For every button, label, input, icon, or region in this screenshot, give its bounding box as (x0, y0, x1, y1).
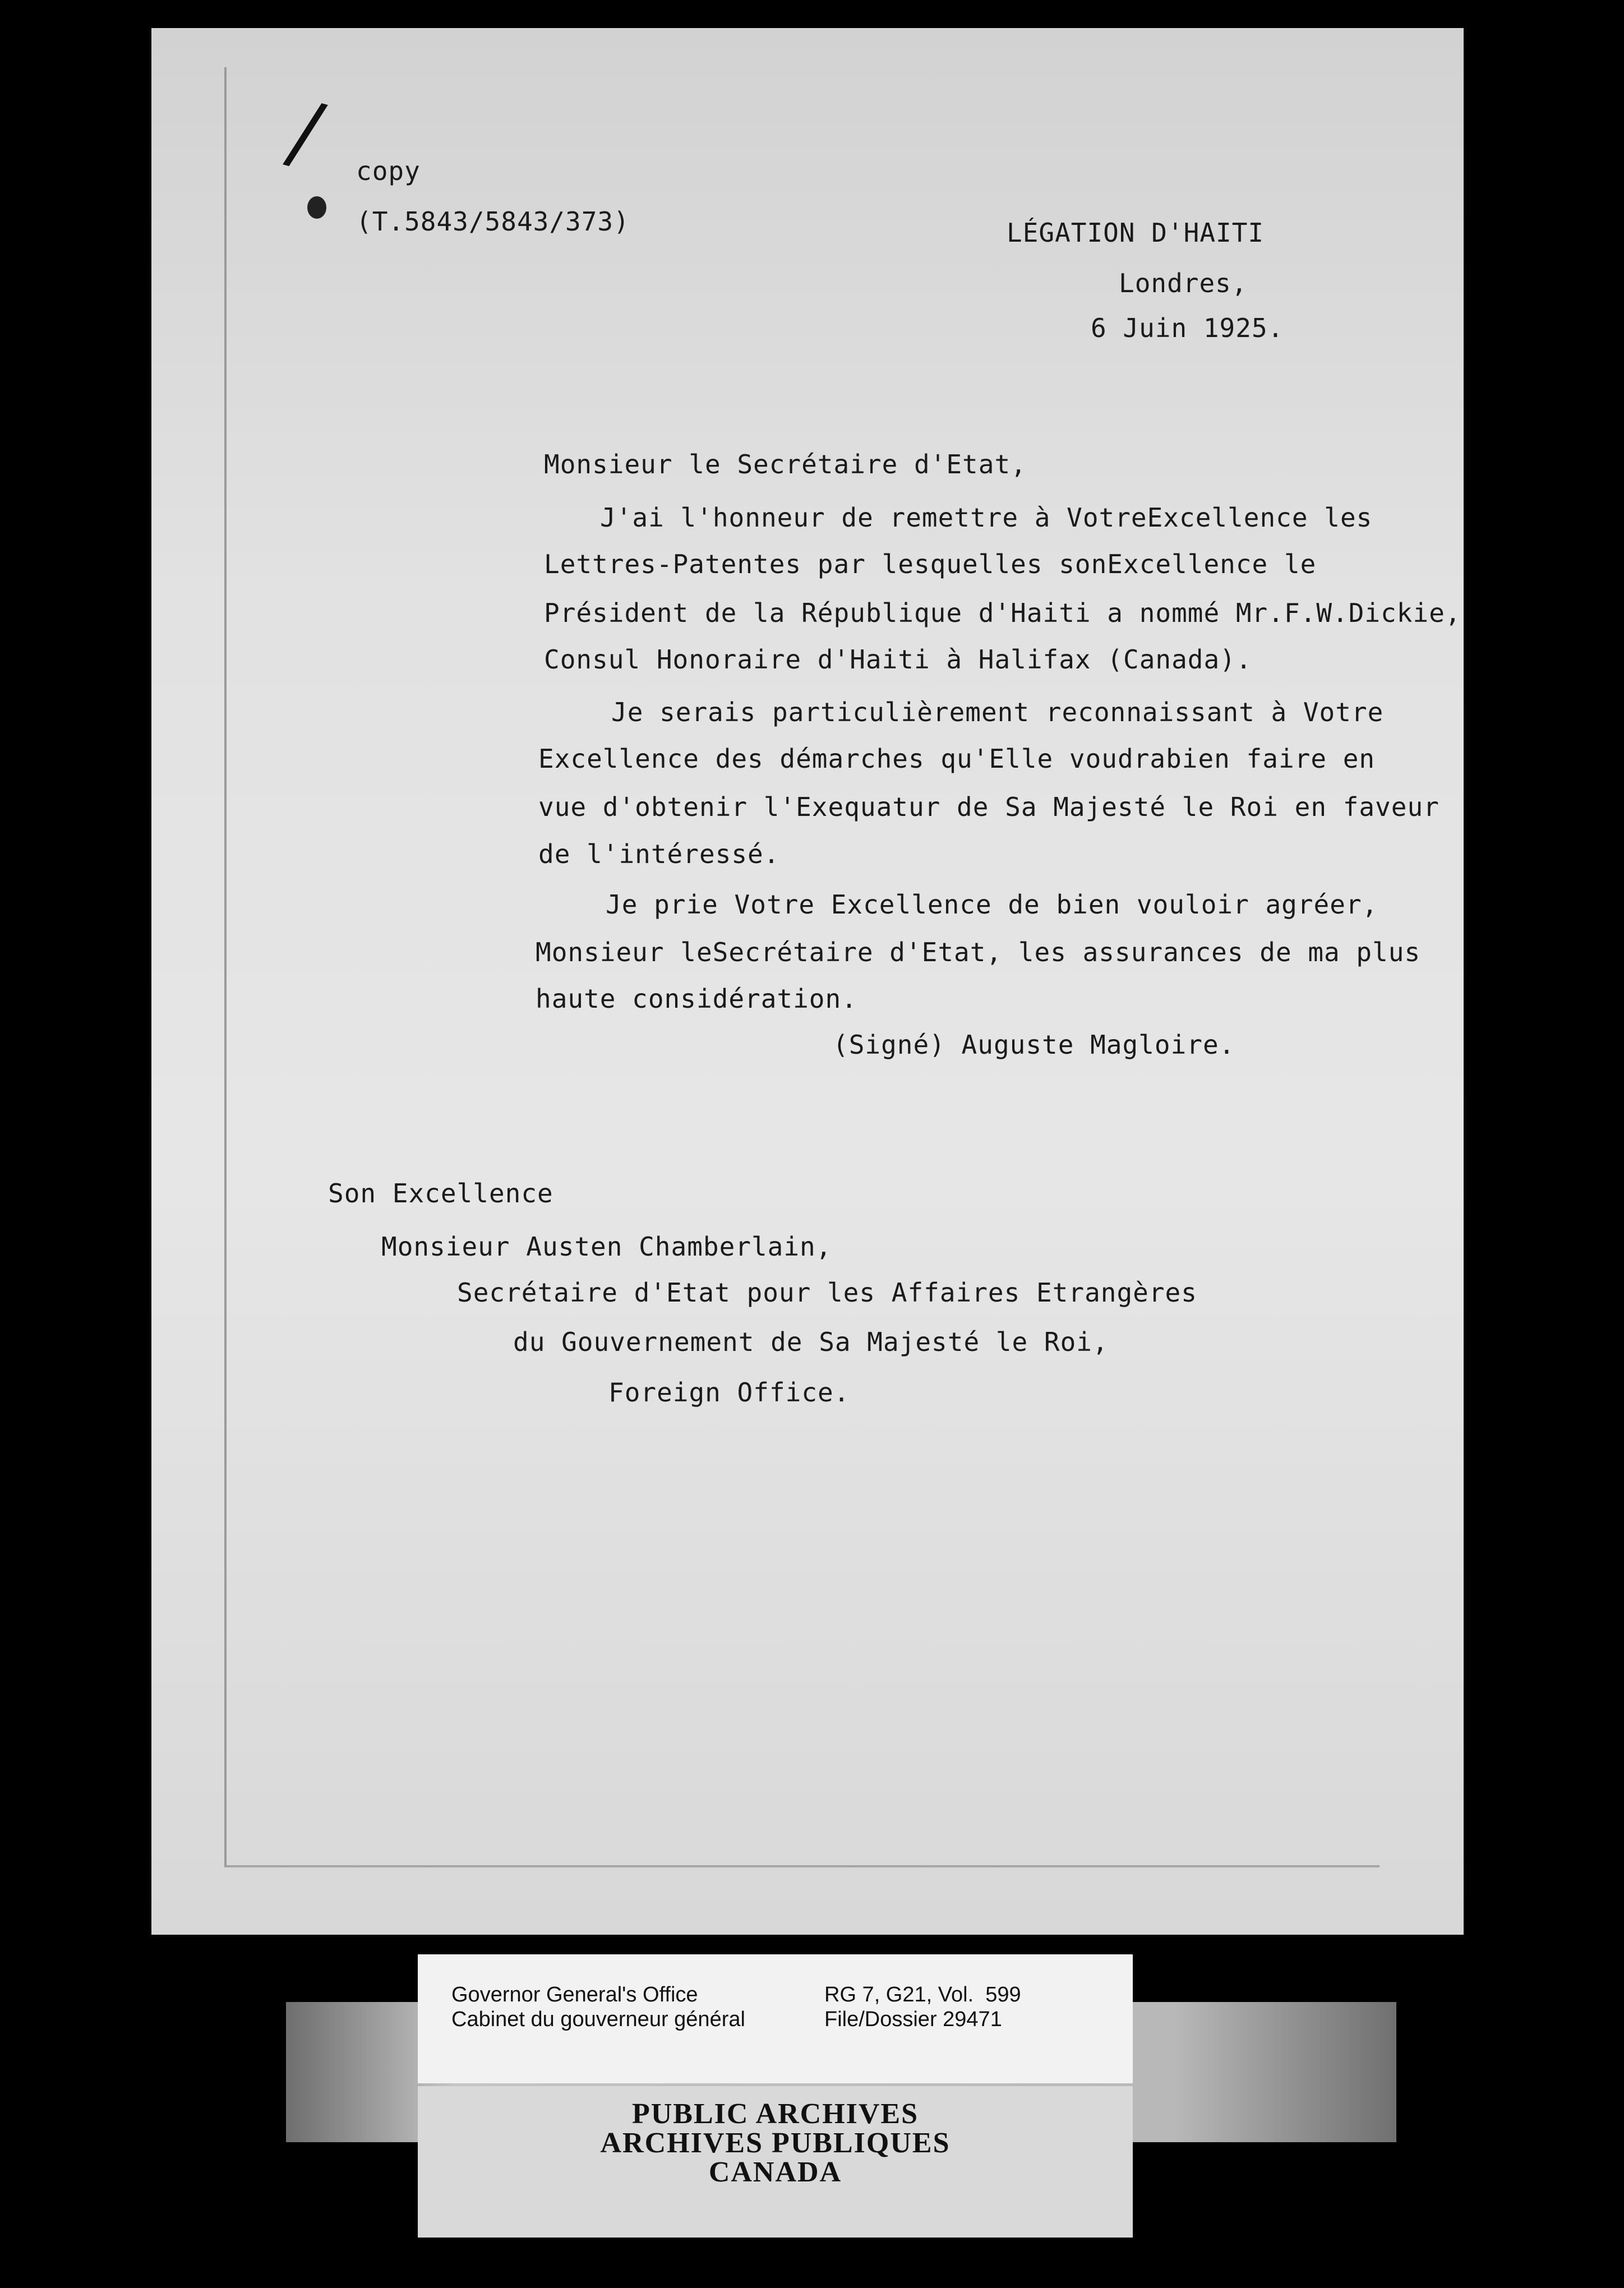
stamp-line-2: ARCHIVES PUBLIQUES (600, 2127, 951, 2159)
hole-punch-icon (307, 196, 326, 219)
text-line: Je serais particulièrement reconnaissant à Votre (611, 697, 1384, 727)
text-line: Président de la République d'Haiti a nommé Mr.F.W.Dickie, (544, 598, 1461, 628)
text-line: de l'intéressé. (538, 839, 780, 869)
text-line: J'ai l'honneur de remettre à VotreExcellence les (600, 502, 1373, 533)
signature: (Signé) Auguste Magloire. (833, 1030, 1235, 1060)
text-line: haute considération. (536, 984, 857, 1014)
text-line: vue d'obtenir l'Exequatur de Sa Majesté le Roi en faveur (538, 792, 1440, 822)
text-line: Consul Honoraire d'Haiti à Halifax (Canada). (544, 644, 1252, 675)
text-line: Excellence des démarches qu'Elle voudrabien faire en (538, 744, 1376, 774)
addressee-line: Secrétaire d'Etat pour les Affaires Etrangères (457, 1277, 1197, 1308)
addressee-line: Monsieur Austen Chamberlain, (381, 1231, 832, 1262)
file-number: File/Dossier 29471 (824, 2008, 1002, 2031)
office-english: Governor General's Office (451, 1983, 698, 2006)
stamp-line-1: PUBLIC ARCHIVES (631, 2098, 919, 2130)
reference-number: (T.5843/5843/373) (356, 206, 630, 237)
addressee-line: Foreign Office. (608, 1377, 850, 1408)
date: 6 Juin 1925. (1091, 313, 1284, 343)
addressee-line: du Gouvernement de Sa Majesté le Roi, (513, 1327, 1109, 1357)
text-line: Je prie Votre Excellence de bien vouloir agréer, (606, 889, 1378, 920)
archives-stamp (418, 2086, 1133, 2238)
letterhead: LÉGATION D'HAITI (1007, 218, 1265, 248)
stamp-line-3: CANADA (708, 2156, 842, 2188)
place: Londres, (1119, 268, 1248, 298)
text-line: Monsieur leSecrétaire d'Etat, les assurances de ma plus (536, 937, 1421, 967)
addressee-line: Son Excellence (328, 1178, 553, 1208)
text-line: Lettres-Patentes par lesquelles sonExcellence le (544, 549, 1317, 579)
office-french: Cabinet du gouverneur général (451, 2008, 745, 2031)
archive-label (418, 1954, 1133, 2083)
copy-label: copy (356, 156, 421, 186)
record-group: RG 7, G21, Vol. 599 (824, 1983, 1021, 2006)
salutation: Monsieur le Secrétaire d'Etat, (544, 449, 1027, 479)
handwritten-tick-icon: / (279, 82, 333, 184)
